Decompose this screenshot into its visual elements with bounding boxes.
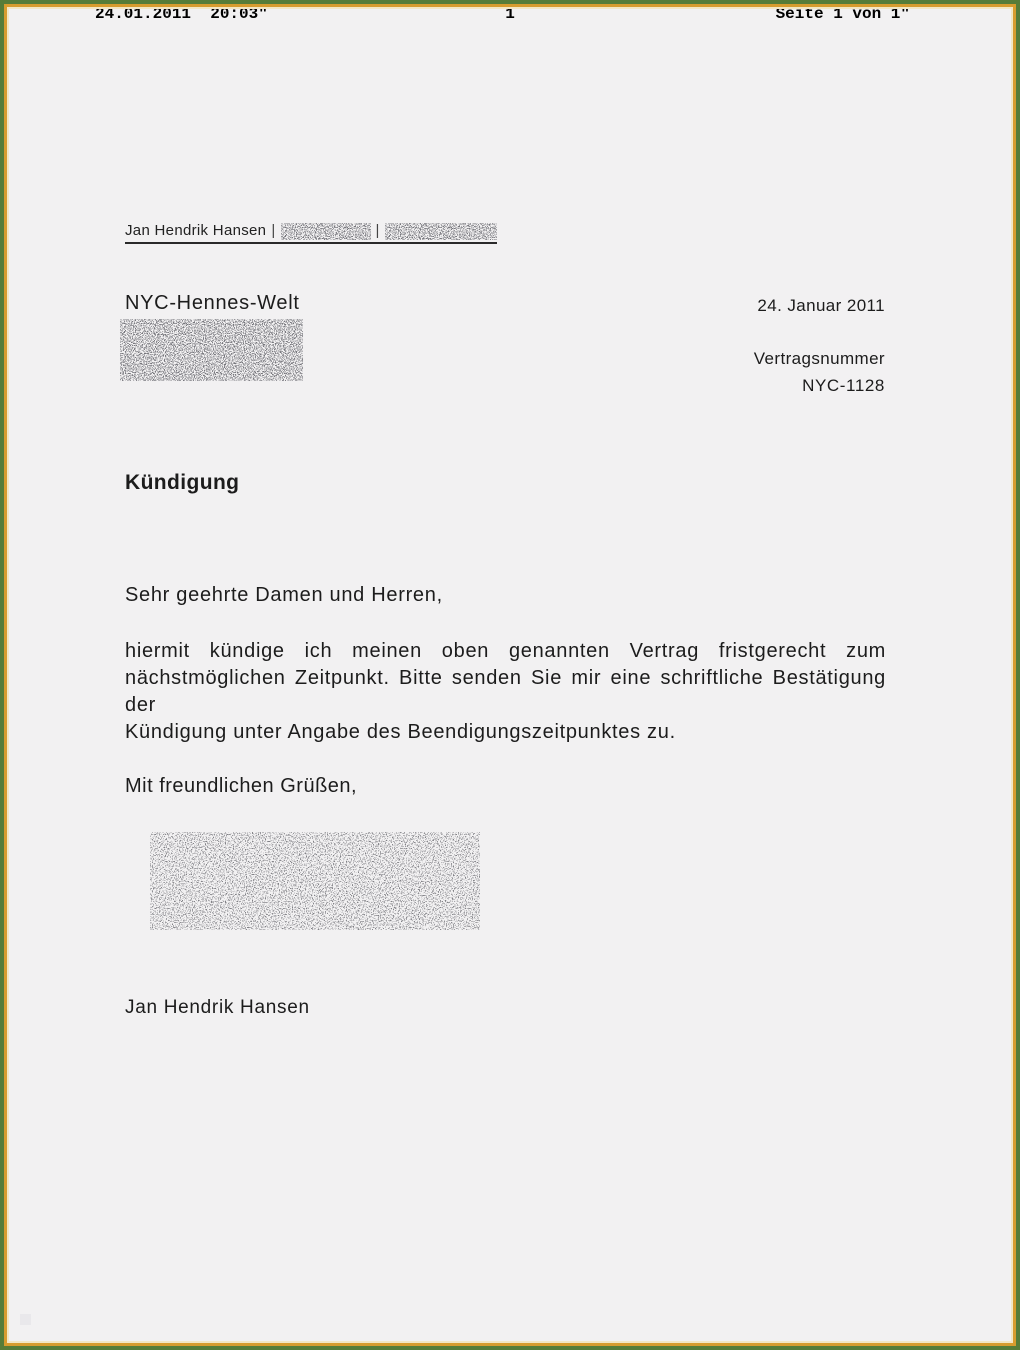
sender-name: Jan Hendrik Hansen — [125, 222, 267, 239]
letter-date: 24. Januar 2011 — [757, 296, 885, 315]
salutation: Sehr geehrte Damen und Herren, — [125, 584, 443, 606]
body-line: hiermit kündige ich meinen oben genannten Vertrag fristgerecht zum — [125, 640, 886, 662]
recipient-name: NYC-Hennes-Welt — [125, 292, 300, 314]
redacted-signature — [150, 832, 480, 930]
contract-number-value: NYC-1128 — [802, 376, 885, 395]
signature-name: Jan Hendrik Hansen — [125, 997, 310, 1018]
redacted-address-block — [120, 319, 303, 381]
contract-number-label: Vertragsnummer — [753, 349, 885, 368]
closing-line: Mit freundlichen Grüßen, — [125, 775, 358, 797]
separator-pipe: | — [271, 222, 276, 239]
body-line: nächstmöglichen Zeitpunkt. Bitte senden Sie mir eine schriftliche Bestätigung der — [125, 667, 886, 716]
header-page-count: Seite 1 von 1" — [775, 5, 910, 23]
subject-heading: Kündigung — [125, 471, 240, 494]
scan-smudge-artifact — [20, 1314, 31, 1325]
redacted-contact-2 — [385, 223, 497, 240]
body-line: Kündigung unter Angabe des Beendigungszeitpunktes zu. — [125, 721, 676, 743]
sender-contact-line — [125, 222, 497, 244]
body-paragraph — [125, 638, 886, 746]
header-timestamp: 24.01.2011 20:03" — [95, 5, 268, 23]
header-page-number: 1 — [505, 5, 515, 23]
redacted-contact-1 — [281, 223, 371, 240]
separator-pipe: | — [375, 222, 380, 239]
